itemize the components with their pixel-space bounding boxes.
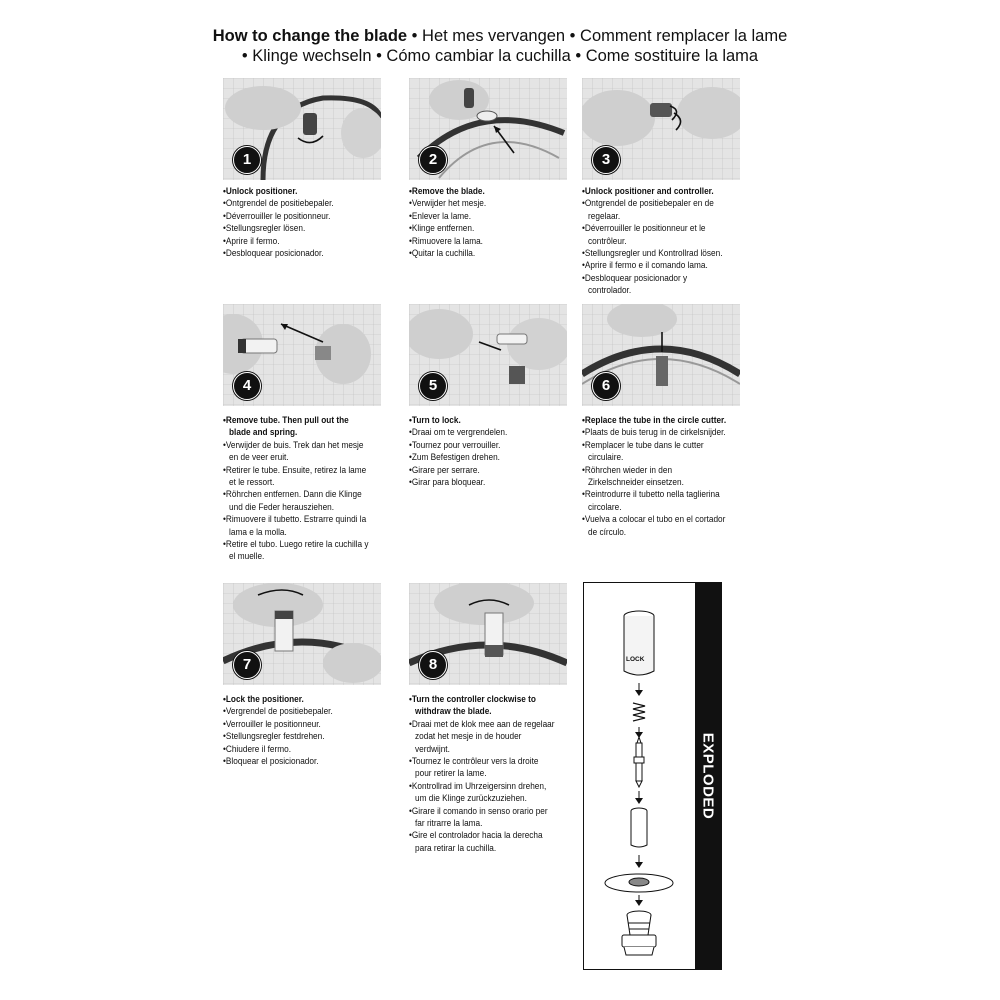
step-1-line: • Aprire il fermo. (223, 236, 369, 248)
step-3-line: • Stellungsregler und Kontrollrad lösen. (582, 248, 728, 260)
step-2-line: • Klinge entfernen. (409, 223, 555, 235)
step-7-line: • Verrouiller le positionneur. (223, 719, 369, 731)
step-2-line: • Rimuovere la lama. (409, 236, 555, 248)
step-5-line: • Girare per serrare. (409, 465, 555, 477)
step-3-line: • Desbloquear posicionador y controlador. (582, 273, 728, 298)
title-rest: • Het mes vervangen • Comment remplacer la lame (407, 27, 788, 45)
step-8-line: • Tournez le contrôleur vers la droite pour retirer la lame. (409, 756, 555, 781)
step-2-badge: 2 (419, 146, 447, 174)
tube-part (624, 611, 654, 675)
step-8-text (409, 694, 555, 855)
tube-logo: LOCK (626, 656, 645, 663)
exploded-side-bar (695, 583, 721, 969)
step-7-text (223, 694, 369, 768)
step-2-text (409, 186, 555, 260)
step-6-line: • Vuelva a colocar el tubo en el cortador de círculo. (582, 514, 728, 539)
step-4-line: • Verwijder de buis. Trek dan het mesje en de veer eruit. (223, 440, 369, 465)
positioner-disk-part (605, 874, 673, 892)
step-1-line: • Déverrouiller le positionneur. (223, 211, 369, 223)
sleeve-part (631, 808, 647, 847)
step-8-line: • Draai met de klok mee aan de regelaar zodat het mesje in de houder verdwijnt. (409, 719, 555, 756)
step-4-badge: 4 (233, 372, 261, 400)
page-title (150, 26, 850, 66)
step-2-line: • Verwijder het mesje. (409, 198, 555, 210)
step-5-line: • Tournez pour verrouiller. (409, 440, 555, 452)
step-6-line: • Remplacer le tube dans le cutter circulaire. (582, 440, 728, 465)
step-3-line: • Ontgrendel de positiebepaler en de regelaar. (582, 198, 728, 223)
step-4-line: • Rimuovere il tubetto. Estrarre quindi la lama e la molla. (223, 514, 369, 539)
step-4-line: • Remove tube. Then pull out the blade and spring. (223, 415, 369, 440)
step-7-line: • Lock the positioner. (223, 694, 369, 706)
step-5-badge: 5 (419, 372, 447, 400)
step-7-line: • Bloquear el posicionador. (223, 756, 369, 768)
step-4-line: • Retirer le tube. Ensuite, retirez la lame et le ressort. (223, 465, 369, 490)
step-5-photo (409, 304, 567, 406)
step-6-text (582, 415, 728, 539)
step-8-line: • Girare il comando in senso orario per far ritrarre la lama. (409, 806, 555, 831)
step-1-badge: 1 (233, 146, 261, 174)
exploded-label: EXPLODED (699, 732, 717, 820)
step-6-line: • Reintrodurre il tubetto nella taglierina circolare. (582, 489, 728, 514)
step-3-badge: 3 (592, 146, 620, 174)
step-2-line: • Remove the blade. (409, 186, 555, 198)
step-5-text (409, 415, 555, 489)
step-8-line: • Gire el controlador hacia la derecha para retirar la cuchilla. (409, 830, 555, 855)
step-6-photo (582, 304, 740, 406)
exploded-parts-illustration (584, 583, 694, 969)
step-6-line: • Plaats de buis terug in de cirkelsnijder. (582, 427, 728, 439)
spring-part (633, 703, 645, 721)
title-line-2: • Klinge wechseln • Cómo cambiar la cuchilla • Come sostituire la lama (241, 47, 759, 65)
step-8-line: • Turn the controller clockwise to withdraw the blade. (409, 694, 555, 719)
step-8-line: • Kontrollrad im Uhrzeigersinn drehen, um die Klinge zurückzuziehen. (409, 781, 555, 806)
step-8-badge: 8 (419, 651, 447, 679)
step-3-photo (582, 78, 740, 180)
step-5-line: • Zum Befestigen drehen. (409, 452, 555, 464)
exploded-view-panel (583, 582, 722, 970)
step-1-line: • Ontgrendel de positiebepaler. (223, 198, 369, 210)
step-6-line: • Röhrchen wieder in den Zirkelschneider einsetzen. (582, 465, 728, 490)
step-4-line: • Röhrchen entfernen. Dann die Klinge und die Feder herausziehen. (223, 489, 369, 514)
title-line-1 (213, 27, 788, 45)
step-4-line: • Retire el tubo. Luego retire la cuchilla y el muelle. (223, 539, 369, 564)
step-1-text (223, 186, 369, 260)
step-5-line: • Turn to lock. (409, 415, 555, 427)
step-5-line: • Draai om te vergrendelen. (409, 427, 555, 439)
step-3-text (582, 186, 728, 298)
step-1-line: • Desbloquear posicionador. (223, 248, 369, 260)
step-4-text (223, 415, 369, 564)
step-2-photo (409, 78, 567, 180)
step-3-line: • Unlock positioner and controller. (582, 186, 728, 198)
step-8-photo (409, 583, 567, 685)
step-6-badge: 6 (592, 372, 620, 400)
step-2-line: • Enlever la lame. (409, 211, 555, 223)
step-3-line: • Aprire il fermo e il comando lama. (582, 260, 728, 272)
step-1-line: • Stellungsregler lösen. (223, 223, 369, 235)
step-7-line: • Stellungsregler festdrehen. (223, 731, 369, 743)
blade-part (634, 737, 644, 787)
base-part (622, 911, 656, 955)
step-1-photo (223, 78, 381, 180)
step-7-photo (223, 583, 381, 685)
step-7-line: • Chiudere il fermo. (223, 744, 369, 756)
step-6-line: • Replace the tube in the circle cutter. (582, 415, 728, 427)
step-4-photo (223, 304, 381, 406)
step-2-line: • Quitar la cuchilla. (409, 248, 555, 260)
step-5-line: • Girar para bloquear. (409, 477, 555, 489)
step-7-badge: 7 (233, 651, 261, 679)
step-1-line: • Unlock positioner. (223, 186, 369, 198)
step-3-line: • Déverrouiller le positionneur et le contrôleur. (582, 223, 728, 248)
step-7-line: • Vergrendel de positiebepaler. (223, 706, 369, 718)
title-bold: How to change the blade (212, 27, 408, 45)
